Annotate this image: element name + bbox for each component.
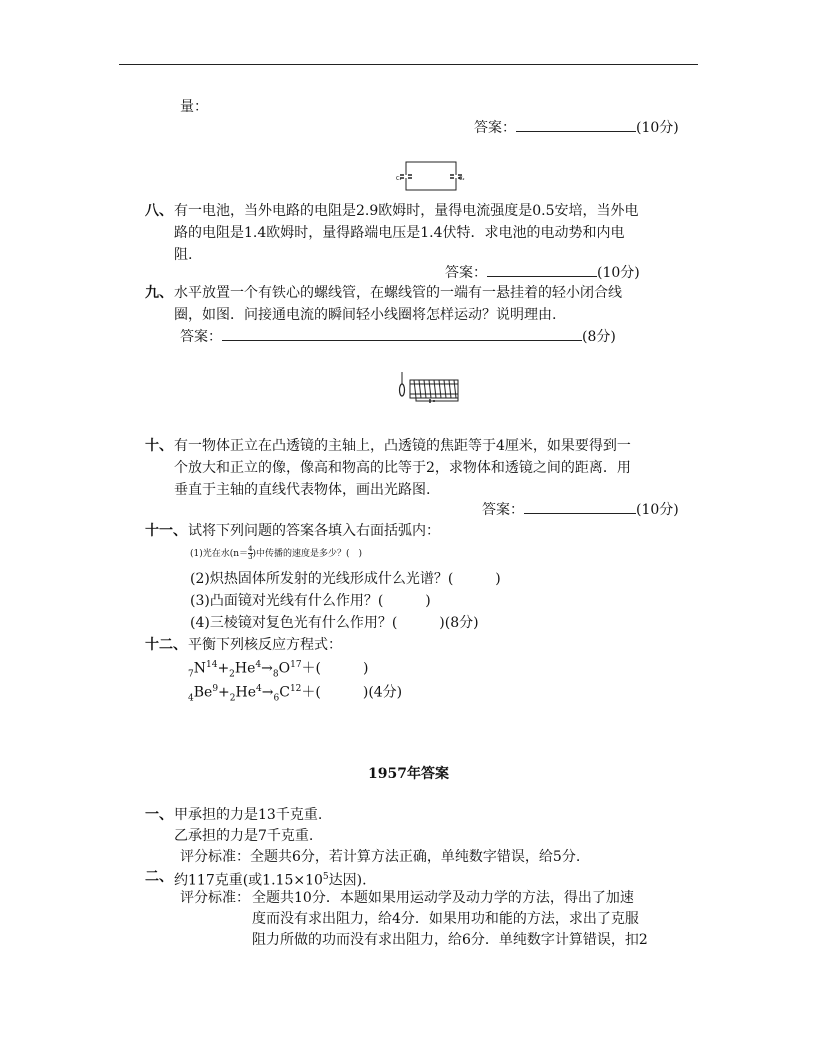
q10-line2: 个放大和正立的像，像高和物高的比等于2，求物体和透镜之间的距离．用 (174, 460, 631, 476)
a2-line1-text-b: 达因). (328, 872, 367, 889)
q8-line2: 路的电阻是1.4欧姆时，量得路端电压是1.4伏特．求电池的电动势和内电 (174, 225, 625, 241)
c1-label: C₁ (396, 176, 402, 182)
q11-number: 十一、 (145, 523, 187, 539)
answer-blank[interactable] (524, 501, 636, 514)
answer-label: 答案： (474, 120, 516, 136)
q8-line3: 阻. (174, 247, 193, 263)
score: (10分) (636, 502, 679, 518)
a2-line3: 度而没有求出阻力，给4分．如果用功和能的方法，求出了克服 (252, 911, 639, 927)
q9-number: 九、 (145, 285, 173, 301)
q8-line1: 有一电池，当外电路的电阻是2.9欧姆时，量得电流强度是0.5安培，当外电 (174, 203, 639, 219)
q10-number: 十、 (145, 438, 173, 454)
answer-label: 答案： (445, 265, 487, 281)
c2-label: C₂ (459, 176, 465, 182)
answer-label: 答案： (180, 329, 222, 345)
score: (10分) (597, 265, 640, 281)
a2-exponent: 5 (322, 872, 329, 882)
answers-title: 1957年答案 (368, 766, 449, 782)
a2-line1-text-a: 约117克重(或1.15×10 (174, 872, 323, 889)
q12-number: 十二、 (145, 637, 187, 653)
solenoid-diagram (396, 370, 464, 404)
answer-blank[interactable] (222, 328, 582, 341)
answer-blank[interactable] (516, 119, 636, 132)
q9-line2: 圈，如图．问接通电流的瞬间轻小线圈将怎样运动？说明理由. (174, 307, 557, 323)
a2-line2: 全题共10分．本题如果用运动学及动力学的方法，得出了加速 (252, 890, 634, 906)
a2-label: 评分标准： (180, 890, 250, 906)
q12-intro: 平衡下列核反应方程式： (188, 637, 342, 653)
equation1-blank[interactable]: ＋( ) (301, 660, 369, 677)
a2-number: 二、 (145, 869, 173, 885)
q10-line1: 有一物体正立在凸透镜的主轴上，凸透镜的焦距等于4厘米，如果要得到一 (174, 438, 631, 454)
q11-intro: 试将下列问题的答案各填入右面括弧内： (188, 523, 440, 539)
a2-line4: 阻力所做的功而没有求出阻力，给6分．单纯数字计算错误，扣2 (252, 932, 648, 948)
answer-label: 答案： (482, 502, 524, 518)
equation2-blank[interactable]: ＋( )(4分) (301, 684, 403, 701)
a1-line2: 乙承担的力是7千克重. (174, 828, 314, 844)
q7-continuation: 量： (180, 99, 208, 115)
a1-line3: 评分标准：全题共6分，若计算方法正确，单纯数字错误，给5分. (180, 849, 581, 865)
q11-item4: (4)三棱镜对复色光有什么作用？( )(8分) (190, 615, 479, 631)
a1-line1: 甲承担的力是13千克重. (174, 807, 323, 823)
q9-line1: 水平放置一个有铁心的螺线管，在螺线管的一端有一悬挂着的轻小闭合线 (174, 285, 622, 301)
q11-item1 (190, 546, 362, 561)
q12-equation2: $_4Be^9+_2He^4\to_6C^{12}+$( )(4分) (188, 684, 403, 704)
q10-line3: 垂直于主轴的直线代表物体，画出光路图. (174, 482, 431, 498)
q12-equation1: $_7N^{14}+_2He^4\to_8O^{17}+$( ) (188, 660, 369, 680)
fraction-denominator: 3 (248, 553, 253, 561)
score: (8分) (582, 329, 616, 345)
a1-number: 一、 (145, 807, 173, 823)
q8-answer-line (445, 264, 640, 282)
q8-number: 八、 (145, 203, 173, 219)
q9-answer-line (180, 328, 616, 346)
answer-blank[interactable] (487, 264, 597, 277)
fraction-numerator: 4 (248, 545, 253, 553)
header-rule (119, 64, 698, 65)
capacitor-circuit-diagram (396, 158, 466, 196)
score: (10分) (636, 120, 679, 136)
q11-item1-text-a: (1)光在水(n＝ (190, 549, 249, 559)
a2-line1 (174, 868, 367, 890)
q11-item3: (3)凸面镜对光线有什么作用？( ) (190, 593, 431, 609)
q11-item1-text-b: )中传播的速度是多少？( ) (252, 549, 363, 559)
q7-answer-line (474, 119, 679, 137)
q11-item2: (2)炽热固体所发射的光线形成什么光谱？( ) (190, 571, 501, 587)
q10-answer-line (482, 501, 679, 519)
